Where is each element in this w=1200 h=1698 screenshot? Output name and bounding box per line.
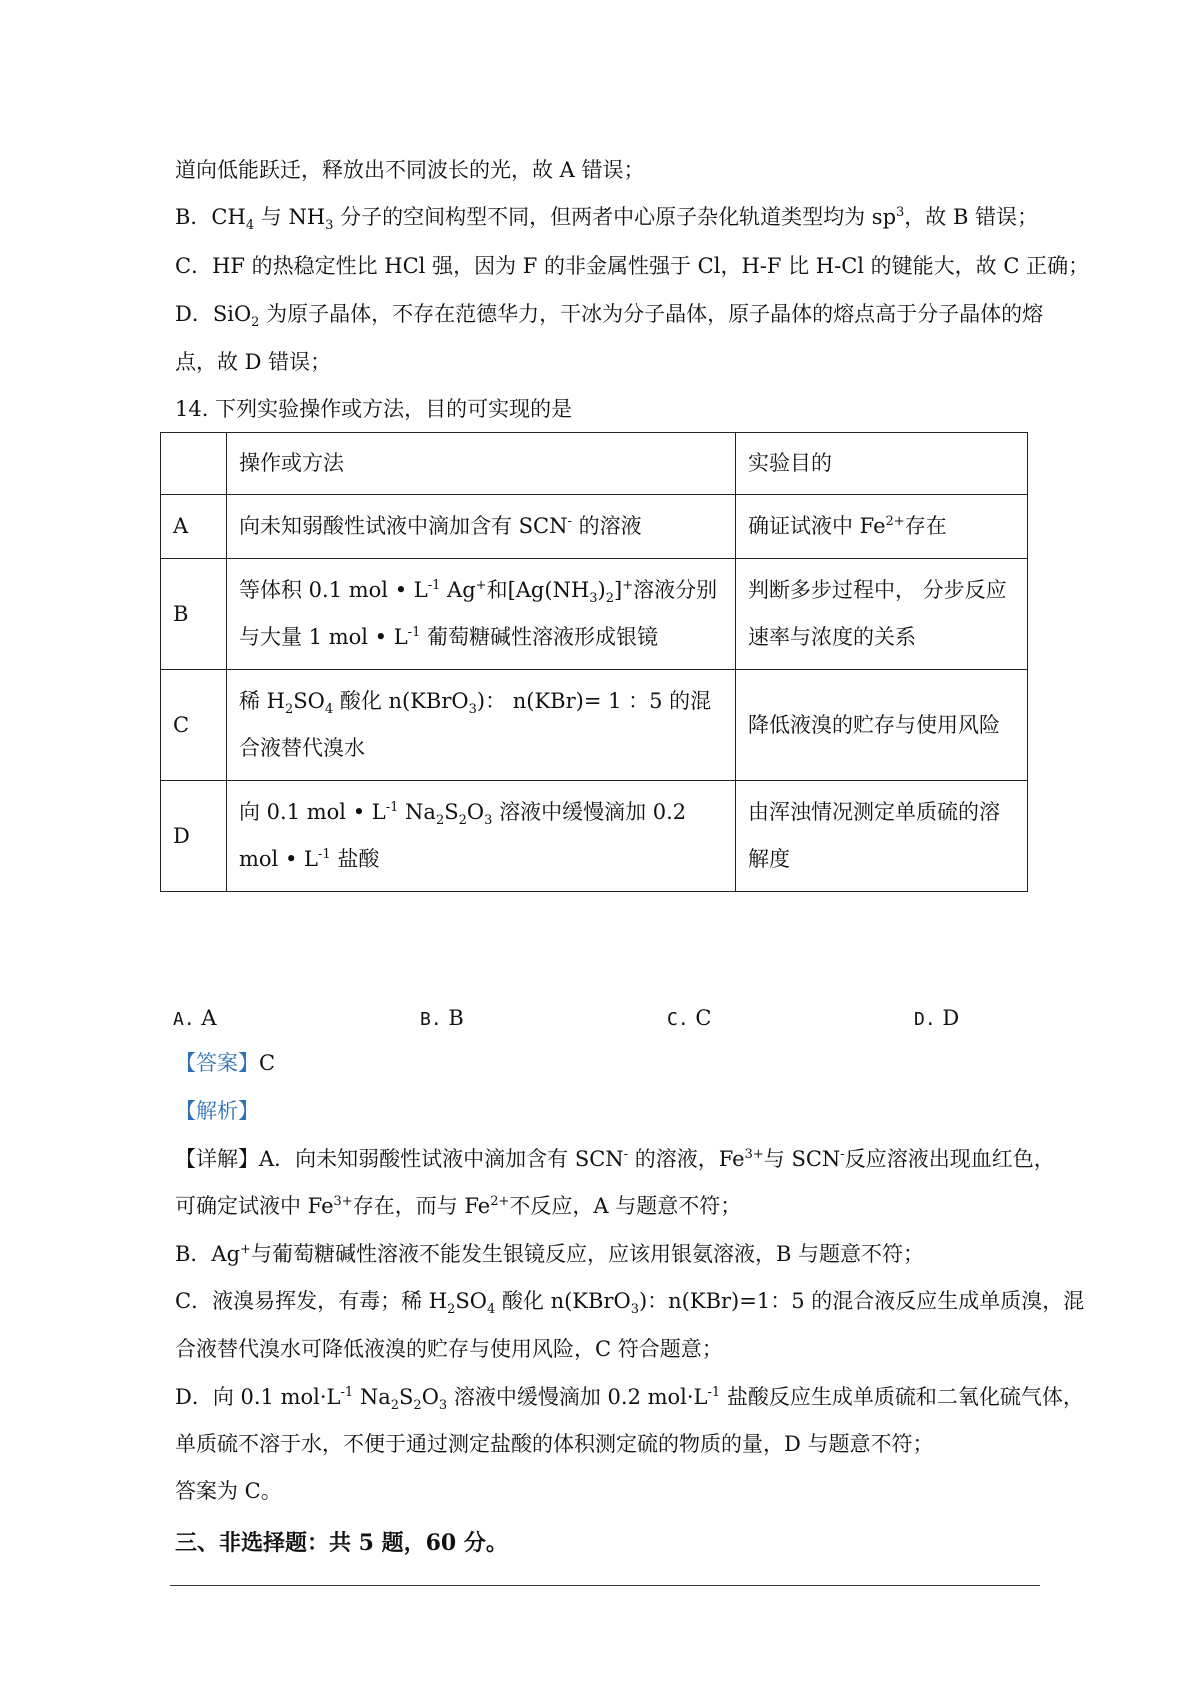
choice-d: D. D: [914, 1006, 960, 1030]
table-header-cell: [161, 433, 227, 495]
method-cell: 向未知弱酸性试液中滴加含有 SCN- 的溶液: [227, 495, 736, 559]
experiment-table: [160, 432, 1028, 892]
table-row: [161, 559, 1028, 670]
question-stem: 14. 下列实验操作或方法，目的可实现的是: [175, 397, 573, 421]
detail-line: 合液替代溴水可降低液溴的贮存与使用风险，C 符合题意；: [175, 1337, 723, 1361]
table-row: [161, 495, 1028, 559]
choice-c: C. C: [667, 1006, 712, 1030]
method-cell: 向 0.1 mol • $L^{-1}$ $Na_2S_2O_3$ 溶液中缓慢滴加 0.2 mol • $L^{-1}$ 盐酸: [227, 781, 736, 892]
answer-value: C: [259, 1051, 276, 1075]
purpose-cell: 由浑浊情况测定单质硫的溶解度: [736, 781, 1028, 892]
answer-line: [175, 1053, 275, 1074]
text-line: D．SiO$_2$ 为原子晶体，不存在范德华力，干冰为分子晶体，原子晶体的熔点高于分子晶体的熔: [175, 302, 1044, 331]
choice-a: A. A: [173, 1006, 217, 1030]
method-cell: 稀 $H_2SO_4$ 酸化 n(KBrO$_3$)： n(KBr)= 1 ：5 的混合液替代溴水: [227, 670, 736, 781]
row-label: A: [161, 495, 227, 559]
section-title: 三、非选择题：共 5 题，60 分。: [175, 1530, 508, 1556]
detail-line: C．液溴易挥发，有毒；稀 $H_2SO_4$ 酸化 n(KBrO$_3$)：n(KBr)=1：5 的混合液反应生成单质溴，混: [175, 1289, 1085, 1318]
detail-line: D．向 0.1 $mol\cdot L^{-1}$ $Na_2S_2O_3$ 溶液中缓慢滴加 0.2 $mol\cdot L^{-1}$ 盐酸反应生成单质硫和二氧化硫气体，: [175, 1385, 1084, 1414]
choice-b: B. B: [420, 1006, 464, 1030]
row-label: D: [161, 781, 227, 892]
table-row: [161, 670, 1028, 781]
purpose-cell: 降低液溴的贮存与使用风险: [736, 670, 1028, 781]
table-header-row: [161, 433, 1028, 495]
method-cell: 等体积 0.1 mol • $L^{-1}$ Ag+和$[Ag(NH_3)_2]^+$溶液分别与大量 1 mol • $L^{-1}$ 葡萄糖碱性溶液形成银镜: [227, 559, 736, 670]
text-line: 道向低能跃迁，释放出不同波长的光，故 A 错误；: [175, 158, 645, 182]
text-line: C．HF 的热稳定性比 HCl 强，因为 F 的非金属性强于 Cl，H-F 比 H-Cl 的键能大，故 C 正确；: [175, 254, 1090, 278]
table-header-cell: 操作或方法: [227, 433, 736, 495]
detail-line: 【详解】A．向未知弱酸性试液中滴加含有 SCN- 的溶液，$Fe^{3+}$与 SCN-反应溶液出现血红色，: [175, 1147, 1055, 1171]
table-header-cell: 实验目的: [736, 433, 1028, 495]
table-row: [161, 781, 1028, 892]
row-label: C: [161, 670, 227, 781]
purpose-cell: 确证试液中 $Fe^{2+}$存在: [736, 495, 1028, 559]
purpose-cell: 判断多步过程中， 分步反应速率与浓度的关系: [736, 559, 1028, 670]
answer-tag: 【答案】: [175, 1051, 259, 1075]
detail-line: B．Ag+与葡萄糖碱性溶液不能发生银镜反应，应该用银氨溶液，B 与题意不符；: [175, 1242, 925, 1266]
row-label: B: [161, 559, 227, 670]
detail-line: 可确定试液中 $Fe^{3+}$存在，而与 $Fe^{2+}$不反应，A 与题意不符；: [175, 1194, 742, 1218]
text-line: B．$CH_4$ 与 $NH_3$ 分子的空间构型不同，但两者中心原子杂化轨道类型均为 $sp^3$，故 B 错误；: [175, 205, 1039, 234]
detail-line: 单质硫不溶于水，不便于通过测定盐酸的体积测定硫的物质的量，D 与题意不符；: [175, 1432, 934, 1456]
text-line: 点，故 D 错误；: [175, 350, 332, 374]
detail-line: 答案为 C。: [175, 1479, 282, 1503]
analysis-tag: 【解析】: [175, 1099, 259, 1123]
divider: [170, 1585, 1040, 1586]
